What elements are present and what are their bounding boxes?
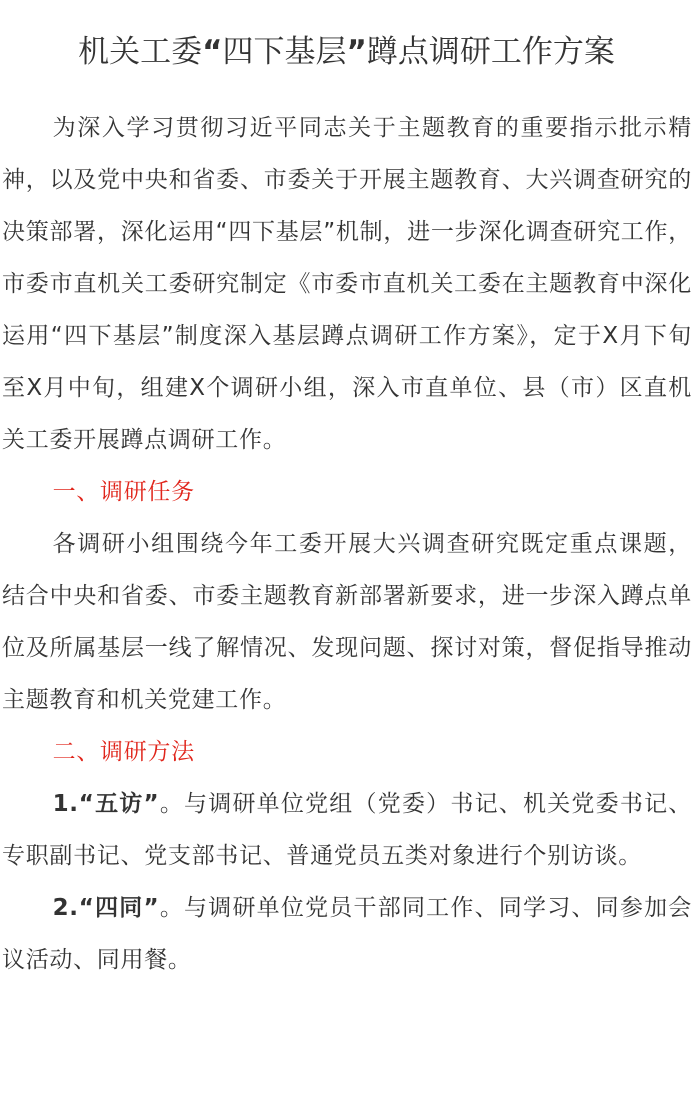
document-title — [0, 26, 693, 78]
method-label-four-togethers: 2.“四同” — [52, 895, 160, 921]
intro-paragraph: 为深入学习贯彻习近平同志关于主题教育的重要指示批示精神，以及党中央和省委、市委关于开展主题教育、大兴调查研究的决策部署，深化运用“四下基层”机制，进一步深化调查研究工作，市委市直机关工委研究制定《市委市直机关工委在主题教育中深化运用“四下基层”制度深入基层蹲点调研工作方案》，定于X月下旬至X月中旬，组建X个调研小组，深入市直单位、县（市）区直机关工委开展蹲点调研工作。 — [2, 115, 692, 453]
method-text-five-visits: 。与调研单位党组（党委）书记、机关党委书记、专职副书记、党支部书记、普通党员五类对象进行个别访谈。 — [2, 791, 692, 869]
title-part-1: 机关工委 — [78, 34, 203, 70]
title-part-2: 四下基层 — [222, 34, 347, 70]
title-quote-close: ” — [346, 34, 367, 70]
section-heading-methods: 二、调研方法 — [52, 739, 195, 765]
document-body — [2, 102, 692, 986]
method-item-four-togethers — [2, 882, 692, 986]
method-item-five-visits — [2, 778, 692, 882]
section-heading-tasks: 一、调研任务 — [52, 479, 195, 505]
title-quote-open: “ — [202, 34, 223, 70]
title-part-3: 蹲点调研工作方案 — [366, 34, 615, 70]
method-text-four-togethers: 。与调研单位党员干部同工作、同学习、同参加会议活动、同用餐。 — [2, 895, 692, 973]
method-label-five-visits: 1.“五访” — [52, 791, 160, 817]
tasks-paragraph: 各调研小组围绕今年工委开展大兴调查研究既定重点课题，结合中央和省委、市委主题教育新部署新要求，进一步深入蹲点单位及所属基层一线了解情况、发现问题、探讨对策，督促指导推动主题教育和机关党建工作。 — [2, 531, 692, 713]
